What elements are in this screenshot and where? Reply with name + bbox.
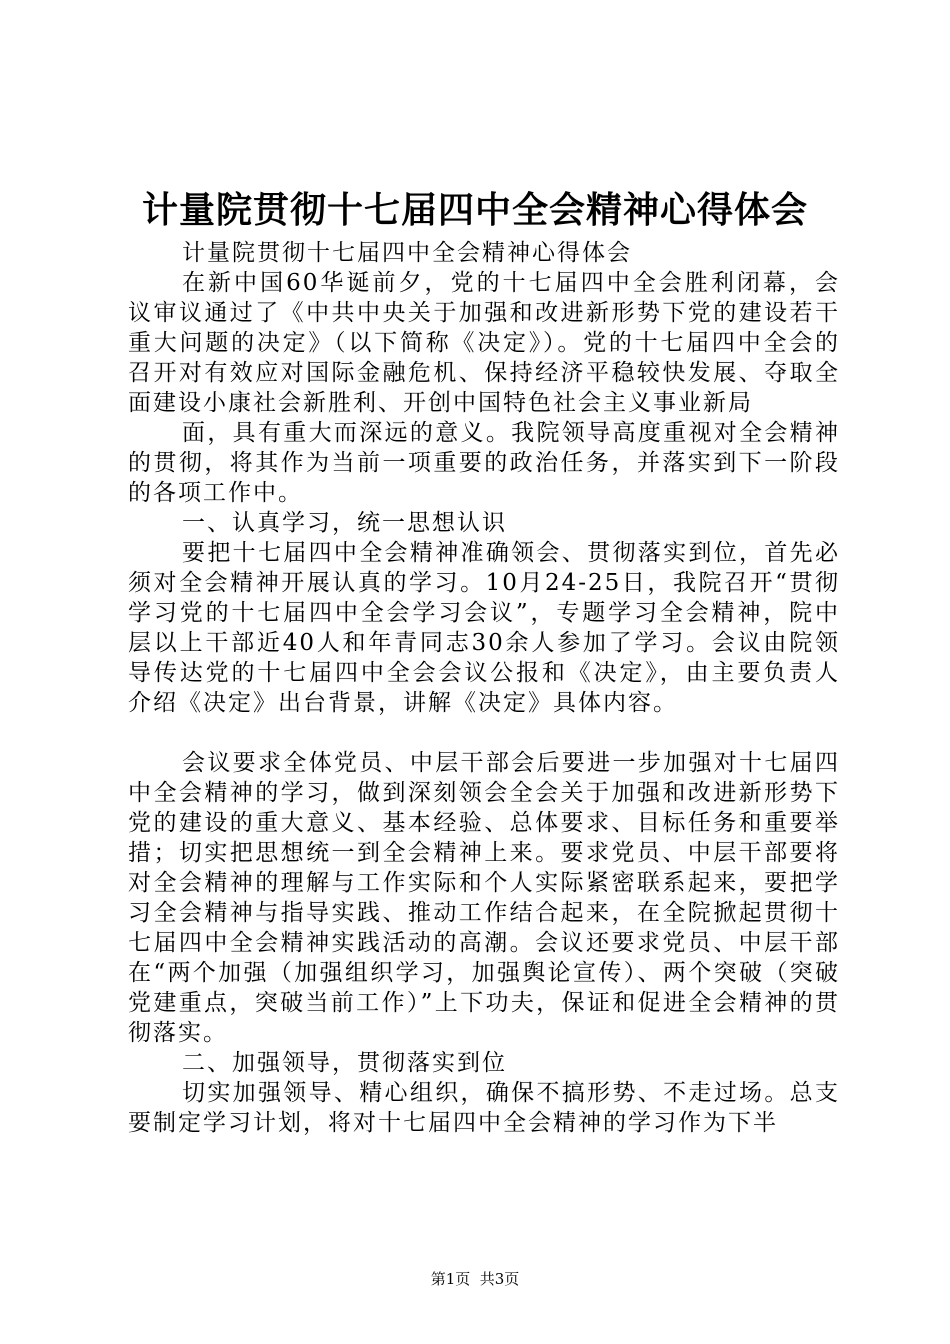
paragraph-subtitle: 计量院贯彻十七届四中全会精神心得体会 — [182, 240, 632, 266]
paragraph-intro-continued: 面，具有重大而深远的意义。我院领导高度重视对全会精神的贯彻，将其作为当前一项重要的政治任务，并落实到下一阶段的各项工作中。 — [128, 420, 840, 506]
section-heading-1: 一、认真学习，统一思想认识 — [182, 510, 507, 536]
blank-line — [128, 718, 840, 748]
document-title: 计量院贯彻十七届四中全会精神心得体会 — [141, 190, 808, 231]
section-heading-2: 二、加强领导，贯彻落实到位 — [182, 1050, 507, 1076]
page-footer: 第1页 共3页 — [430, 1270, 520, 1288]
paragraph-intro: 在新中国60华诞前夕，党的十七届四中全会胜利闭幕，会议审议通过了《中共中央关于加强和改进新形势下党的建设若干重大问题的决定》（以下简称《决定》）。党的十七届四中全会的召开对有效应对国际金融危机、保持经济平稳较快发展、夺取全面建设小康社会新胜利、开创中国特色社会主义事业新局 — [128, 270, 840, 416]
paragraph-leadership: 切实加强领导、精心组织，确保不搞形势、不走过场。总支要制定学习计划，将对十七届四中全会精神的学习作为下半 — [128, 1080, 840, 1136]
document-body — [128, 238, 840, 1138]
paragraph-study-meeting: 要把十七届四中全会精神准确领会、贯彻落实到位，首先必须对全会精神开展认真的学习。10月24-25日，我院召开“贯彻学习党的十七届四中全会学习会议”，专题学习全会精神，院中层以上干部近40人和年青同志30余人参加了学习。会议由院领导传达党的十七届四中全会会议公报和《决定》，由主要负责人介绍《决定》出台背景，讲解《决定》具体内容。 — [128, 540, 840, 716]
paragraph-meeting-requirements: 会议要求全体党员、中层干部会后要进一步加强对十七届四中全会精神的学习，做到深刻领会全会关于加强和改进新形势下党的建设的重大意义、基本经验、总体要求、目标任务和重要举措；切实把思想统一到全会精神上来。要求党员、中层干部要将对全会精神的理解与工作实际和个人实际紧密联系起来，要把学习全会精神与指导实践、推动工作结合起来，在全院掀起贯彻十七届四中全会精神实践活动的高潮。会议还要求党员、中层干部在“两个加强（加强组织学习，加强舆论宣传）、两个突破（突破党建重点，突破当前工作）”上下功夫，保证和促进全会精神的贯彻落实。 — [128, 750, 840, 1046]
